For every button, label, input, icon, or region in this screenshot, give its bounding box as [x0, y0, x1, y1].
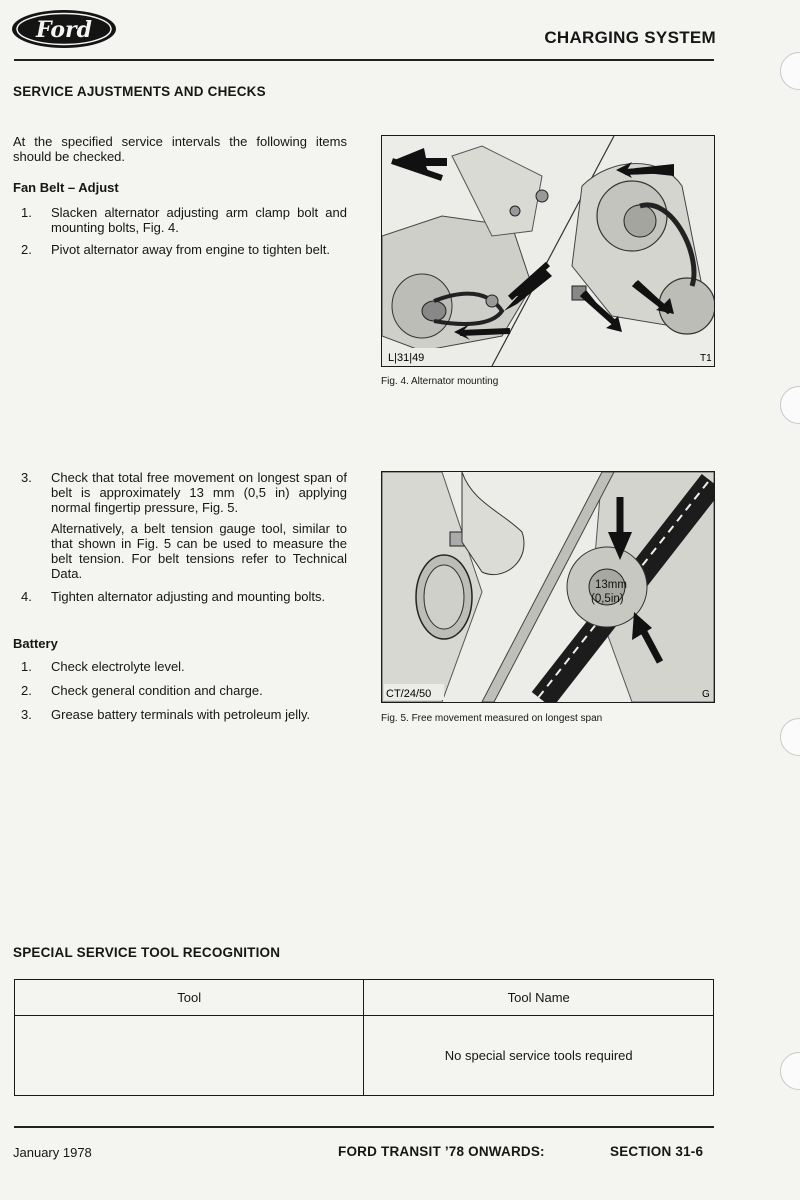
list-item: 4. Tighten alternator adjusting and mounting bolts. — [21, 589, 326, 604]
tools-table — [14, 979, 714, 1096]
ford-logo — [10, 8, 118, 50]
table-row — [15, 1016, 714, 1096]
list-item: 3. Check that total free movement on longest span of belt is approximately 13 mm (0,5 in) applying normal fingertip pressure, Fig. 5. — [21, 470, 347, 515]
section-title: CHARGING SYSTEM — [544, 28, 716, 47]
alternative-text: Alternatively, a belt tension gauge tool, similar to that shown in Fig. 5 can be used to measure the belt tension. For belt tensions refer to Technical Data. — [51, 521, 347, 581]
figure-4 — [381, 135, 715, 367]
table-header-tool-name: Tool Name — [364, 980, 714, 1016]
intro-text: At the specified service intervals the following items should be checked. — [13, 134, 347, 164]
header-rule — [14, 59, 714, 61]
figure-5 — [381, 471, 715, 703]
service-heading: SERVICE AJUSTMENTS AND CHECKS — [13, 84, 266, 99]
list-item: 1. Slacken alternator adjusting arm clamp bolt and mounting bolts, Fig. 4. — [21, 205, 347, 235]
figure-code: L|31|49 — [388, 352, 425, 364]
list-item: 2. Pivot alternator away from engine to tighten belt. — [21, 242, 330, 257]
table-cell-tool — [15, 1016, 364, 1096]
punch-hole — [780, 386, 800, 424]
footer-rule — [14, 1126, 714, 1128]
punch-hole — [780, 52, 800, 90]
alternator-mounting-illustration — [382, 136, 714, 366]
battery-heading: Battery — [13, 636, 58, 651]
list-item: 3. Grease battery terminals with petroleum jelly. — [21, 707, 311, 722]
figure-code: T1 — [700, 353, 712, 364]
footer-section: SECTION 31-6 — [610, 1144, 704, 1159]
figure-5-caption: Fig. 5. Free movement measured on longest span — [381, 713, 603, 724]
figure-code: G — [702, 689, 710, 700]
list-item — [13, 521, 347, 581]
punch-hole — [780, 718, 800, 756]
table-cell-tool-name: No special service tools required — [364, 1016, 714, 1096]
belt-tension-illustration — [382, 472, 714, 702]
measurement-label: (0,5in) — [591, 593, 624, 605]
table-header-tool: Tool — [15, 980, 364, 1016]
punch-hole — [780, 1052, 800, 1090]
tools-heading: SPECIAL SERVICE TOOL RECOGNITION — [13, 945, 281, 960]
measurement-label: 13mm — [595, 579, 627, 591]
fan-belt-heading: Fan Belt – Adjust — [13, 180, 119, 195]
figure-4-caption: Fig. 4. Alternator mounting — [381, 376, 499, 387]
logo-text: Ford — [35, 17, 93, 43]
footer-publication: FORD TRANSIT ’78 ONWARDS: — [338, 1144, 545, 1159]
footer-date: January 1978 — [13, 1145, 92, 1160]
list-item: 1. Check electrolyte level. — [21, 659, 185, 674]
list-item: 2. Check general condition and charge. — [21, 683, 263, 698]
figure-code: CT/24/50 — [386, 688, 432, 700]
